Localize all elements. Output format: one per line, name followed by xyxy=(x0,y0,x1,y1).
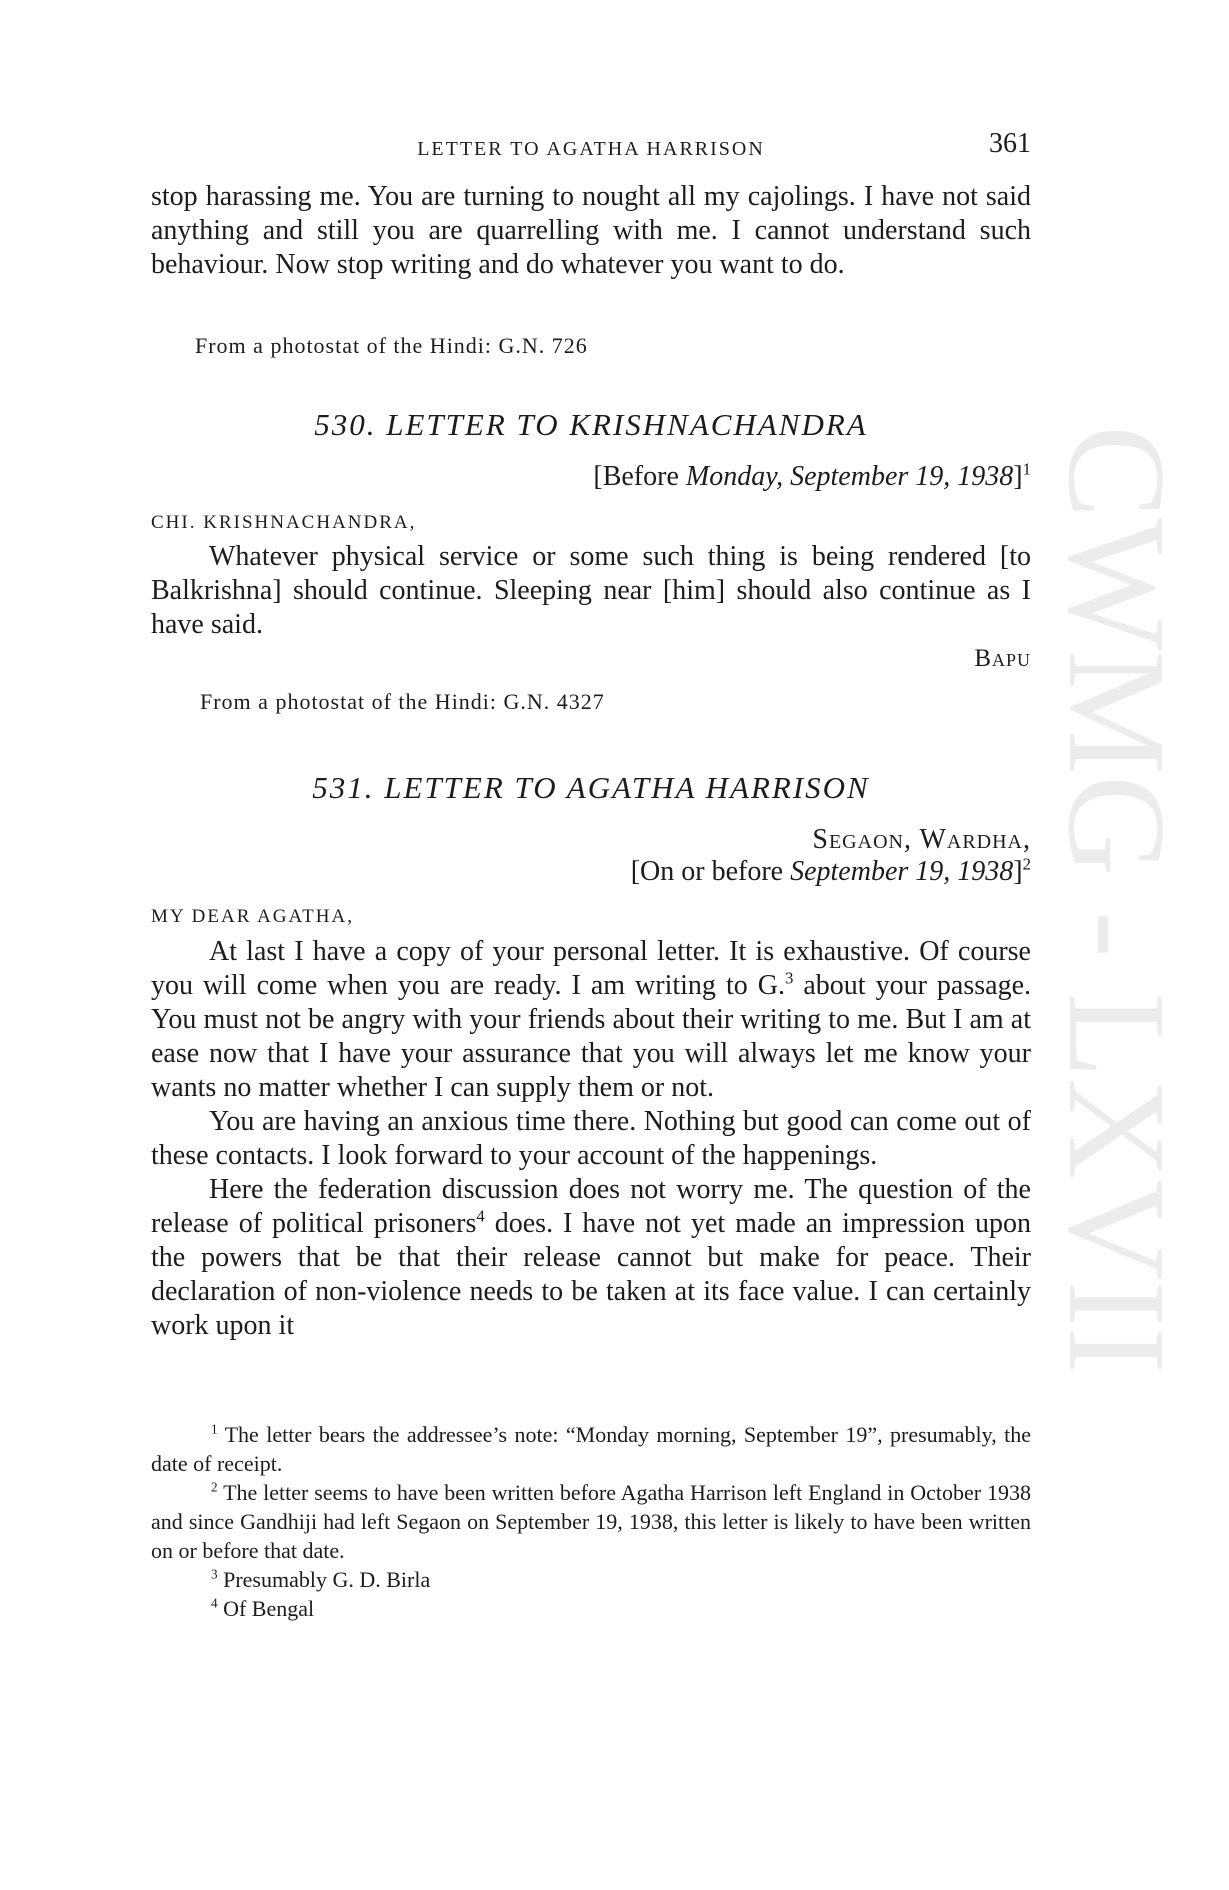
running-head: LETTER TO AGATHA HARRISON xyxy=(417,138,765,160)
footnote-ref-4: 4 xyxy=(476,1206,485,1226)
letter-531-text xyxy=(151,935,1031,1343)
page-header xyxy=(151,128,1031,168)
footnote-2: $^2$ The letter seems to have been written before Agatha Harrison left England in October 1938 and since Gandhiji had left Segaon on September 19, 1938, this letter is likely to have been written on or before that date. xyxy=(151,1479,1031,1563)
footnote-ref-2: 2 xyxy=(1022,854,1031,874)
watermark xyxy=(1010,425,1210,1545)
letter-531-paragraph-1: At last I have a copy of your personal letter. It is exhaustive. Of course you will come when you are ready. I am writing to G.$^3$ about your passage. You must not be angry with your friends about their writing to me. But I am at ease now that I have your assurance that you will always let me know your wants no matter whether I can supply them or not. xyxy=(151,936,1032,1103)
previous-letter-paragraph: stop harassing me. You are turning to nought all my cajolings. I have not said anything and still you are quarrelling with me. I cannot understand such behaviour. Now stop writing and do whatever you want to do. xyxy=(151,181,1031,280)
letter-530-date-italic: Monday, September 19, 1938 xyxy=(685,461,1014,492)
letter-531-date: [On or before September 19, 1938]$^2$ xyxy=(630,854,1031,887)
svg-text:CWMG - LXVII: CWMG - LXVII xyxy=(1039,425,1194,1374)
letter-531-date-italic: September 19, 1938 xyxy=(790,856,1014,887)
letter-531-place: Segaon, Wardha, xyxy=(812,824,1031,855)
letter-531-paragraph-3: Here the federation discussion does not worry me. The question of the release of political prisoners$^4$ does. I have not yet made an impression upon the powers that be that their release cannot but make for peace. Their declaration of non-violence needs to be taken at its face value. I can certainly work upon it xyxy=(151,1174,1032,1341)
footnotes xyxy=(151,1420,1031,1623)
previous-letter-source: From a photostat of the Hindi: G.N. 726 xyxy=(195,333,588,358)
letter-530-title: 530. LETTER TO KRISHNACHANDRA xyxy=(314,407,868,442)
footnote-4: $^4$ Of Bengal xyxy=(211,1595,315,1621)
letter-531-title: 531. LETTER TO AGATHA HARRISON xyxy=(312,770,870,805)
letter-530-text xyxy=(151,540,1031,642)
footnote-ref-1: 1 xyxy=(1022,459,1031,479)
letter-530-paragraph: Whatever physical service or some such thing is being rendered [to Balkrishna] should continue. Sleeping near [him] should also continue as I have said. xyxy=(151,541,1031,640)
previous-letter-text xyxy=(151,180,1031,282)
letter-530-signature: Bapu xyxy=(974,645,1031,672)
footnote-1: $^1$ The letter bears the addressee’s note: “Monday morning, September 19”, presumably, the date of receipt. xyxy=(151,1421,1032,1476)
letter-530-salutation: CHI. KRISHNACHANDRA, xyxy=(151,512,417,533)
footnote-ref-3: 3 xyxy=(784,968,794,988)
letter-531-salutation: MY DEAR AGATHA, xyxy=(151,906,354,927)
letter-531-paragraph-2: You are having an anxious time there. Nothing but good can come out of these contacts. I look forward to your account of the happenings. xyxy=(151,1106,1031,1171)
letter-530-source: From a photostat of the Hindi: G.N. 4327 xyxy=(200,689,605,714)
letter-530-date: [Before Monday, September 19, 1938]$^1$ xyxy=(593,459,1031,492)
footnote-3: $^3$ Presumably G. D. Birla xyxy=(211,1566,431,1592)
page-number: 361 xyxy=(989,128,1031,159)
